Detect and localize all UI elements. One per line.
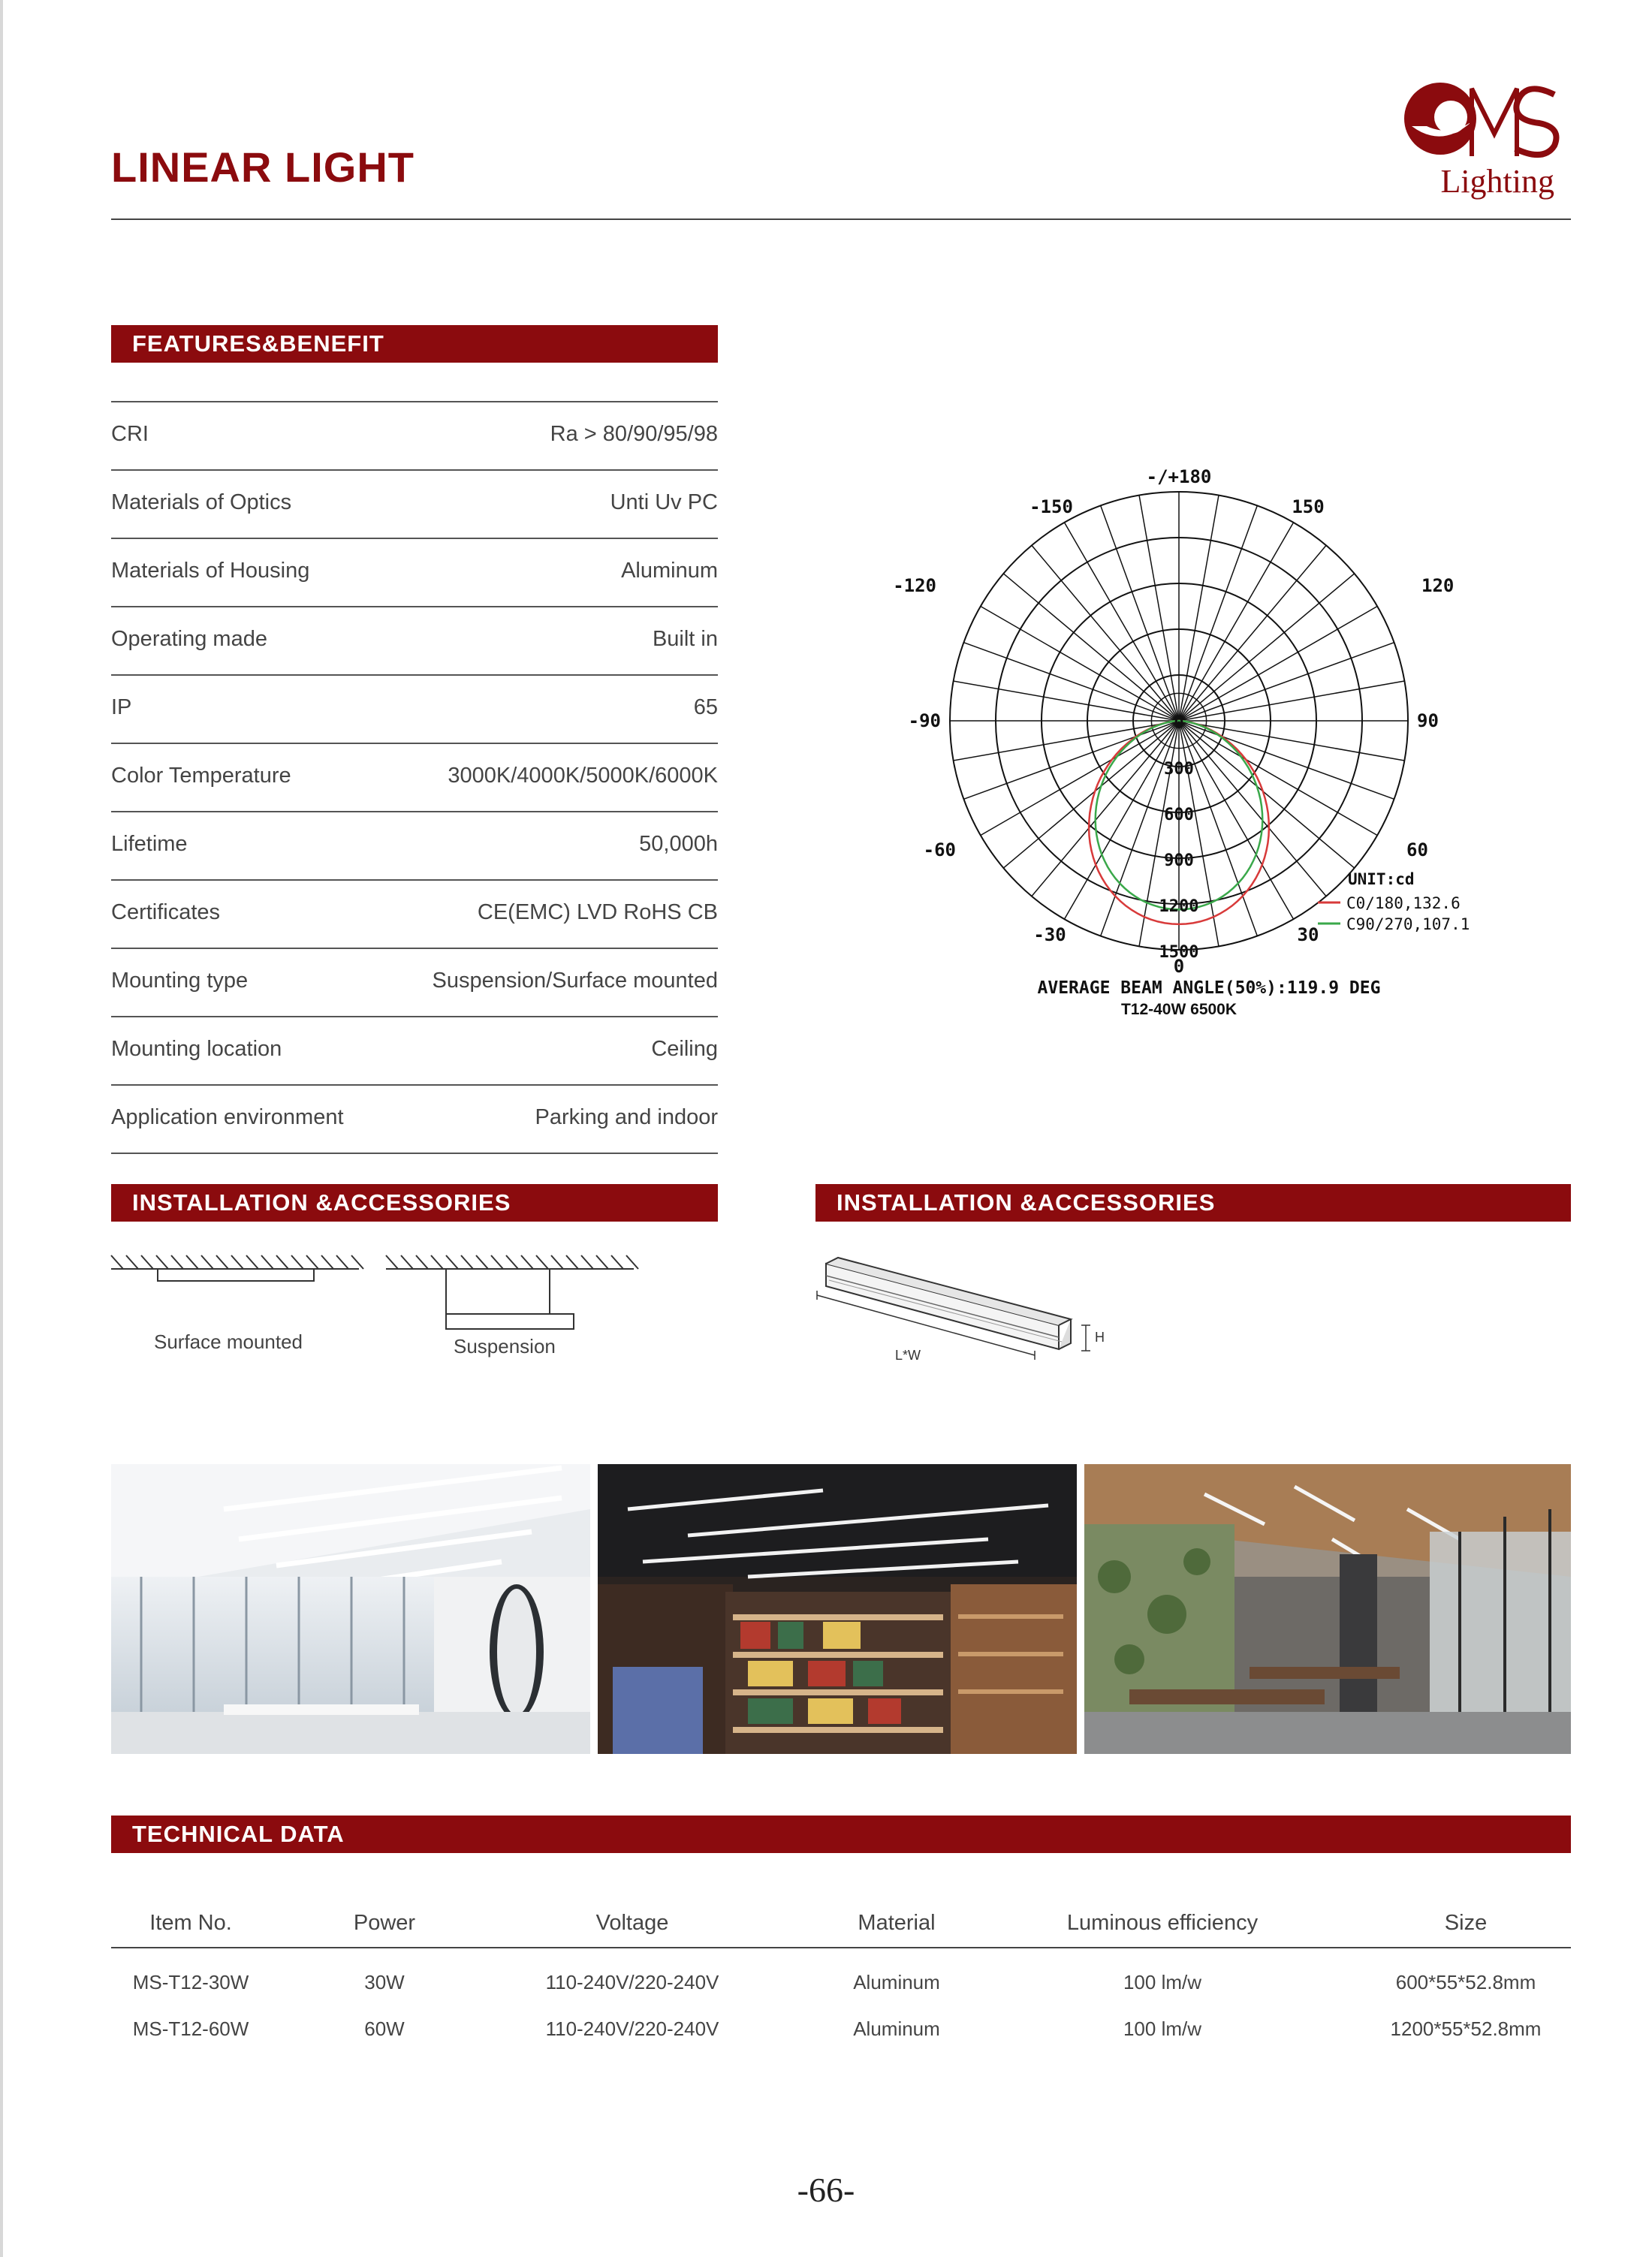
feature-key: Lifetime <box>111 832 188 856</box>
suspension-label: Suspension <box>454 1335 556 1358</box>
suspension-diagram <box>386 1254 641 1336</box>
polar-light-distribution-chart <box>893 466 1517 1021</box>
feature-key: IP <box>111 695 132 719</box>
technical-cell: Aluminum <box>853 2017 940 2040</box>
brand-logo <box>1397 74 1577 209</box>
polar-caption: T12-40W 6500K <box>1120 1001 1237 1018</box>
polar-angle-label: -90 <box>908 710 941 731</box>
dimension-lw-label: L*W <box>895 1348 921 1363</box>
polar-angle-label: 0 <box>1173 956 1185 977</box>
technical-column-header: Item No. <box>149 1911 232 1935</box>
polar-angle-label: -150 <box>1029 496 1073 517</box>
feature-row <box>111 606 718 674</box>
technical-cell: 100 lm/w <box>1123 1971 1202 1993</box>
feature-key: Color Temperature <box>111 764 291 788</box>
feature-value: Ra > 80/90/95/98 <box>550 422 718 446</box>
polar-beam-angle: AVERAGE BEAM ANGLE(50%):119.9 DEG <box>1037 978 1381 998</box>
installation-heading-right: INSTALLATION &ACCESSORIES <box>815 1184 1571 1222</box>
feature-value: 50,000h <box>639 832 718 856</box>
technical-cell: 60W <box>364 2017 405 2040</box>
technical-column-header: Power <box>353 1911 416 1935</box>
photo-open-office-interior <box>1084 1464 1571 1754</box>
features-table <box>111 401 718 1154</box>
feature-row <box>111 469 718 538</box>
feature-value: 3000K/4000K/5000K/6000K <box>448 764 718 788</box>
feature-value: Unti Uv PC <box>610 490 718 514</box>
technical-header-rule <box>111 1947 1571 1948</box>
polar-angle-label: -/+180 <box>1146 466 1212 487</box>
technical-heading: TECHNICAL DATA <box>111 1816 1571 1853</box>
feature-value: Parking and indoor <box>535 1105 718 1129</box>
feature-row <box>111 538 718 606</box>
feature-key: Mounting type <box>111 969 249 993</box>
polar-angle-label: 120 <box>1421 575 1455 596</box>
technical-cell: Aluminum <box>853 1971 940 1993</box>
technical-cell: MS-T12-60W <box>132 2017 249 2040</box>
header-rule <box>111 218 1571 220</box>
feature-row <box>111 743 718 811</box>
technical-cell: 110-240V/220-240V <box>545 2017 719 2040</box>
polar-radial-label: 300 <box>1164 760 1194 779</box>
feature-value: Suspension/Surface mounted <box>432 969 718 993</box>
page-edge <box>0 0 3 2257</box>
feature-row <box>111 1016 718 1084</box>
feature-key: Operating made <box>111 627 267 651</box>
polar-angle-label: 30 <box>1297 924 1319 945</box>
photo-office-interior <box>111 1464 590 1754</box>
feature-key: Mounting location <box>111 1037 282 1061</box>
polar-radial-label: 900 <box>1164 851 1194 870</box>
feature-row <box>111 811 718 879</box>
polar-radial-label: 1200 <box>1159 897 1199 916</box>
feature-value: Ceiling <box>651 1037 718 1061</box>
page-number: -66- <box>797 2171 855 2209</box>
feature-row <box>111 879 718 948</box>
feature-value: Built in <box>652 627 718 651</box>
technical-column-header: Voltage <box>595 1911 669 1935</box>
polar-radial-label: 1500 <box>1159 943 1199 962</box>
feature-key: CRI <box>111 422 149 446</box>
technical-cell: 30W <box>364 1971 405 1993</box>
feature-row <box>111 401 718 469</box>
polar-angle-label: -120 <box>893 575 936 596</box>
feature-row <box>111 948 718 1016</box>
feature-key: Materials of Housing <box>111 559 310 583</box>
photo-supermarket-interior <box>598 1464 1077 1754</box>
feature-row <box>111 674 718 743</box>
logo-text: Lighting <box>1440 163 1554 200</box>
polar-angle-label: -60 <box>923 839 956 860</box>
page-title: LINEAR LIGHT <box>111 143 415 191</box>
product-dimension-drawing <box>811 1250 1111 1385</box>
polar-angle-label: 90 <box>1417 710 1439 731</box>
technical-column-header: Size <box>1444 1911 1488 1935</box>
polar-radial-label: 600 <box>1164 806 1194 824</box>
feature-key: Materials of Optics <box>111 490 292 514</box>
polar-angle-label: 150 <box>1292 496 1325 517</box>
feature-value: Aluminum <box>621 559 718 583</box>
polar-angle-label: -30 <box>1033 924 1066 945</box>
technical-cell: 1200*55*52.8mm <box>1390 2017 1542 2040</box>
technical-column-header: Luminous efficiency <box>1066 1911 1259 1935</box>
technical-column-header: Material <box>858 1911 936 1935</box>
feature-row <box>111 1084 718 1154</box>
feature-key: Application environment <box>111 1105 344 1129</box>
polar-legend-label: C90/270,107.1 <box>1346 915 1470 933</box>
technical-cell: 600*55*52.8mm <box>1395 1971 1536 1993</box>
feature-value: 65 <box>693 695 718 719</box>
polar-angle-label: 60 <box>1406 839 1428 860</box>
features-heading: FEATURES&BENEFIT <box>111 325 718 363</box>
installation-heading-left: INSTALLATION &ACCESSORIES <box>111 1184 718 1222</box>
feature-key: Certificates <box>111 900 221 924</box>
polar-radial-label: 0 <box>1174 714 1184 733</box>
dimension-h-label: H <box>1095 1330 1105 1345</box>
technical-cell: MS-T12-30W <box>132 1971 249 1993</box>
polar-unit-label: UNIT:cd <box>1348 870 1415 888</box>
surface-mounted-label: Surface mounted <box>154 1330 303 1353</box>
technical-cell: 110-240V/220-240V <box>545 1971 719 1993</box>
logo-mark-icon <box>1397 74 1577 164</box>
feature-value: CE(EMC) LVD RoHS CB <box>477 900 718 924</box>
surface-mount-diagram <box>111 1254 366 1299</box>
polar-legend-label: C0/180,132.6 <box>1346 894 1461 912</box>
technical-cell: 100 lm/w <box>1123 2017 1202 2040</box>
